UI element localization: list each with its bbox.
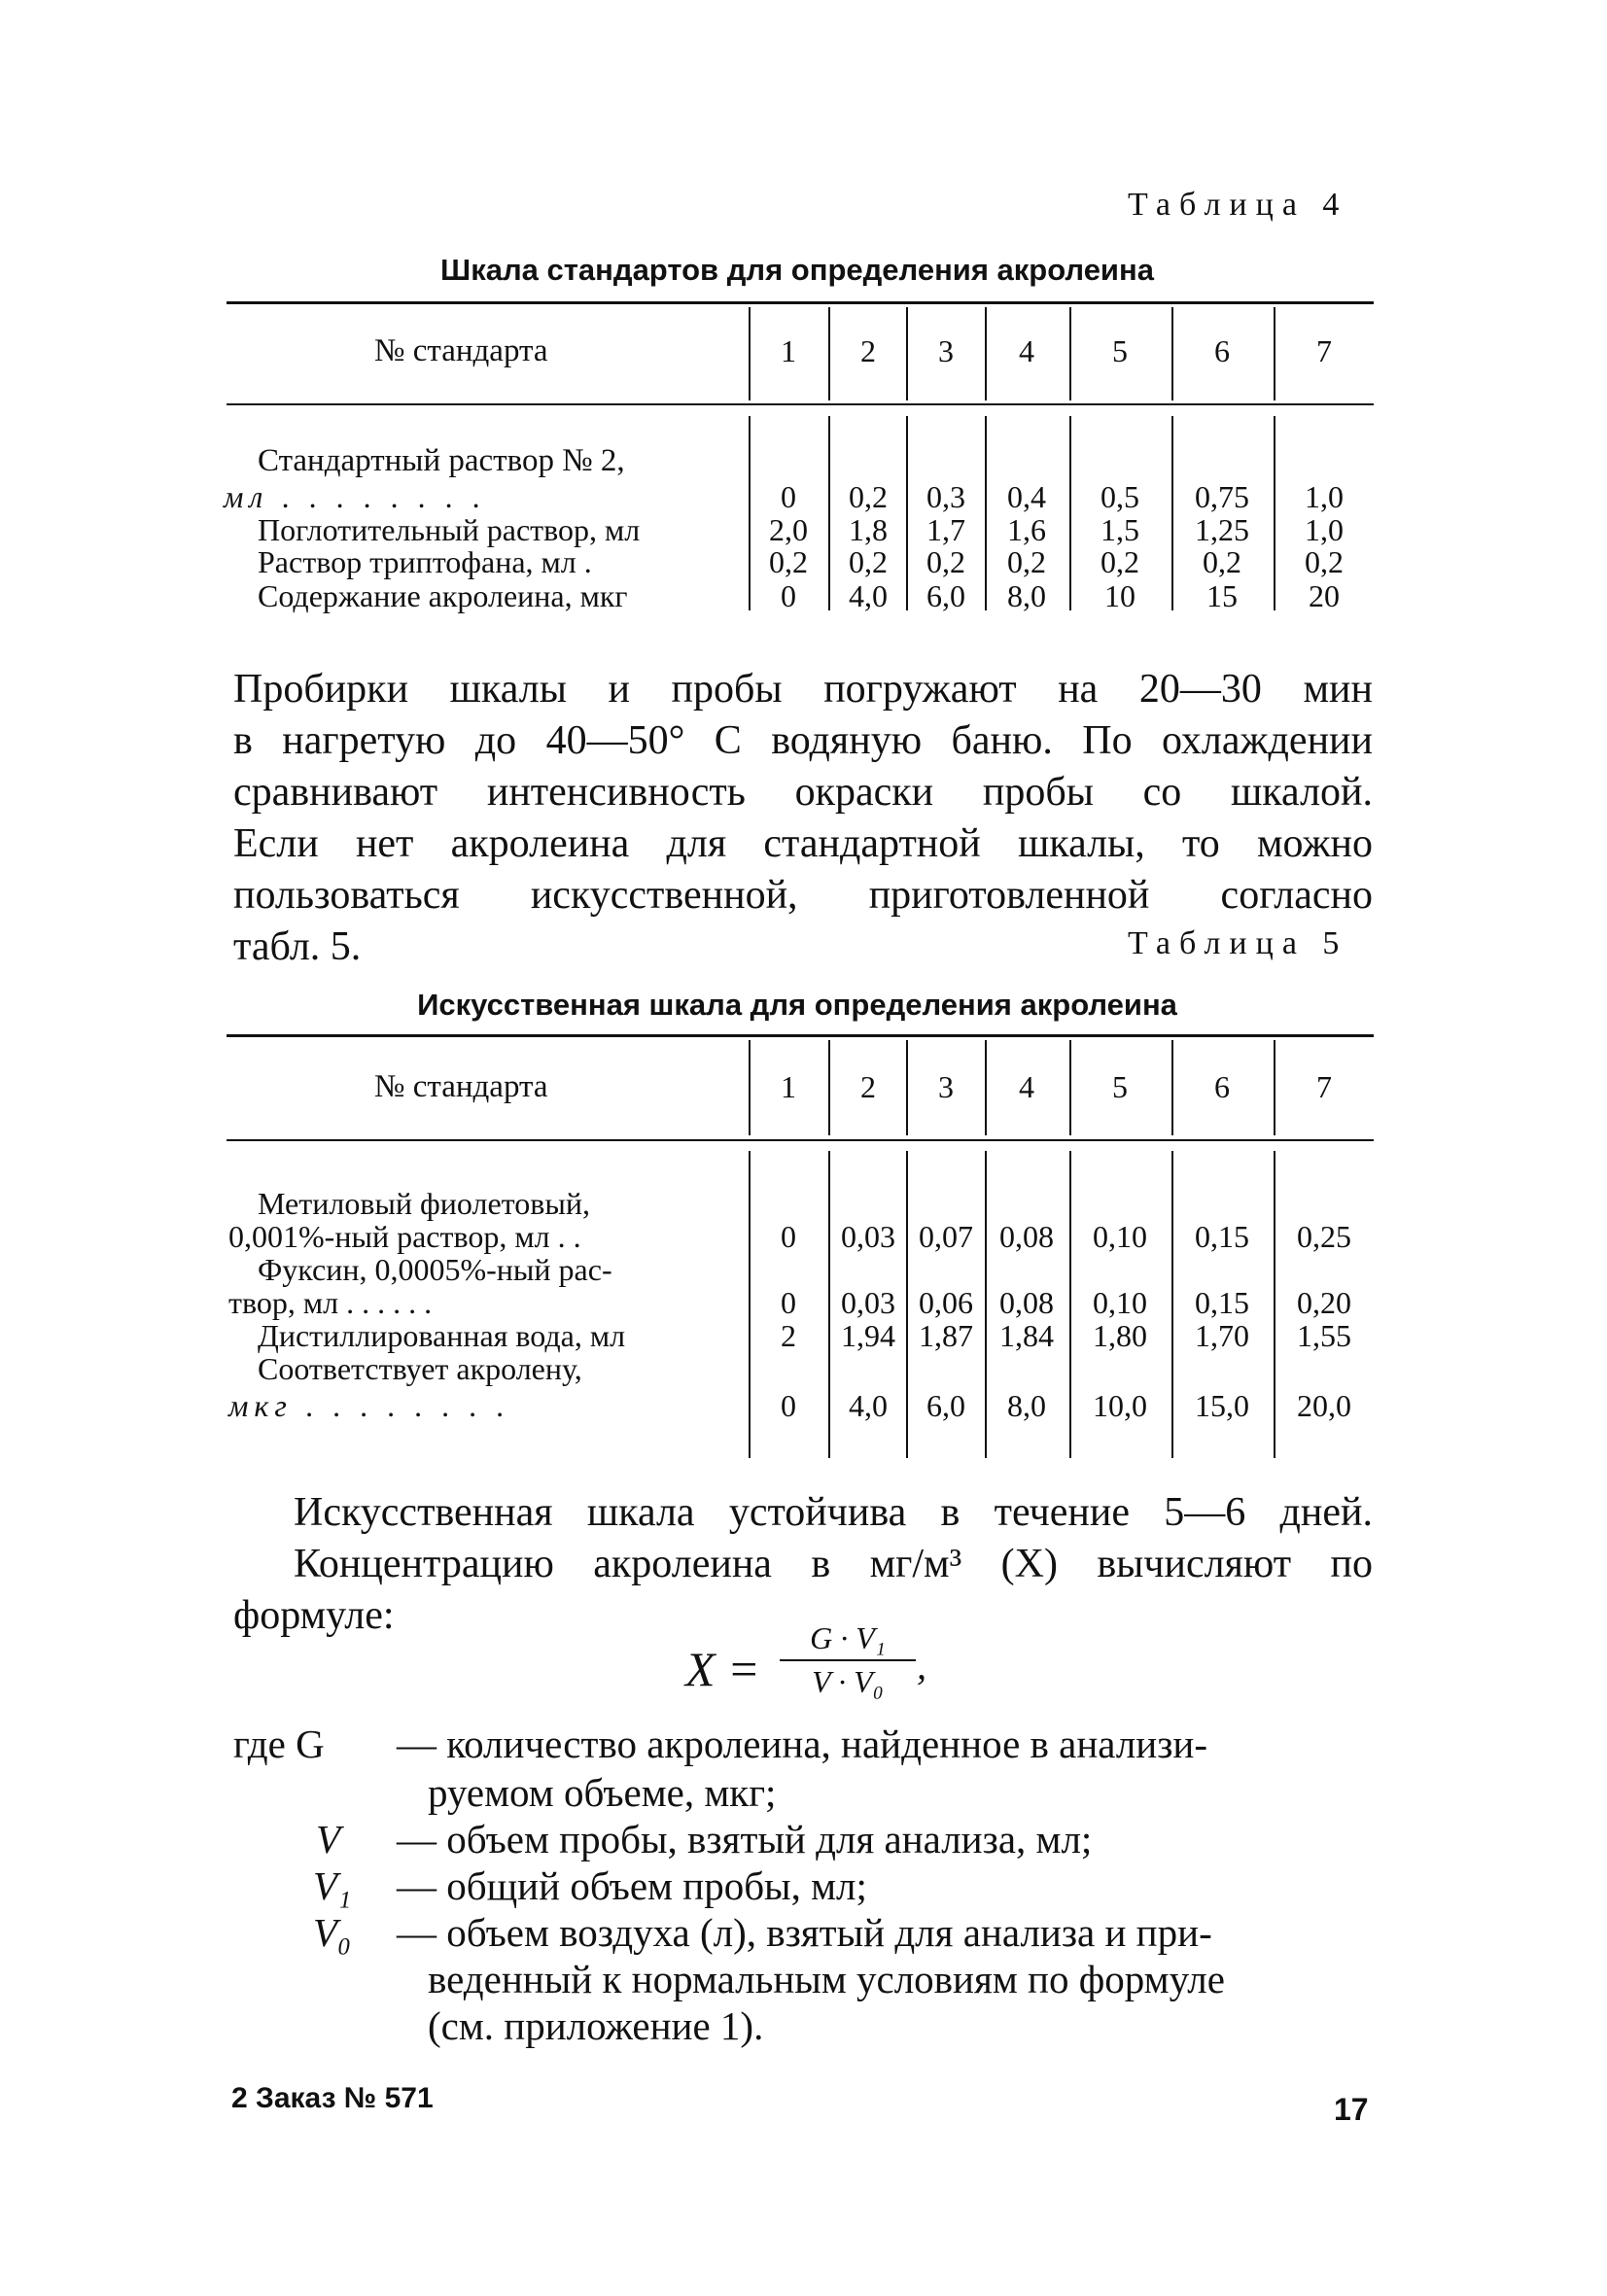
table5-cell: 10,0	[1093, 1388, 1147, 1423]
table4-cell: 0,2	[849, 479, 888, 514]
table5-col-header: 1	[781, 1069, 796, 1104]
table4-row-label: Поглотительный раствор, мл	[258, 512, 641, 547]
table5-cell: 1,70	[1195, 1318, 1249, 1353]
table4-header-label: № стандарта	[374, 333, 548, 368]
table5-col-header: 4	[1019, 1069, 1034, 1104]
table5-col-header: 6	[1214, 1069, 1230, 1104]
table4-cell: 1,0	[1305, 512, 1344, 547]
body-paragraph	[233, 1487, 1373, 1642]
table5-top-rule	[227, 1034, 1374, 1037]
table5-col-divider	[985, 1040, 987, 1135]
table5-col-header: 3	[938, 1069, 954, 1104]
table4-cell: 0,2	[1007, 544, 1046, 579]
table4-col-divider	[1069, 307, 1071, 400]
table4-col-header: 3	[938, 333, 954, 368]
table5-cell: 1,84	[999, 1318, 1054, 1353]
table4-cell: 6,0	[926, 578, 965, 613]
table4-cell: 0,5	[1100, 479, 1139, 514]
table4-caption: Таблица 4	[1128, 187, 1348, 223]
table5-row-label: мкг . . . . . . . .	[228, 1388, 510, 1423]
legend-text: — количество акролеина, найденное в анализи-	[397, 1722, 1208, 1766]
text-line: табл. 5.	[233, 924, 362, 969]
table5-cell: 0	[781, 1285, 796, 1320]
table4-col-header: 7	[1316, 333, 1332, 368]
table5-col-divider	[1171, 1151, 1173, 1458]
text-line: Если нет акролеина для стандартной шкалы, то можно	[233, 821, 1373, 866]
table4-top-rule	[227, 301, 1374, 304]
table5-cell: 0,08	[999, 1219, 1054, 1254]
table4-cell: 1,25	[1195, 512, 1249, 547]
table4-cell: 0,2	[926, 544, 965, 579]
table5-cell: 1,55	[1297, 1318, 1351, 1353]
table4-col-header: 1	[781, 333, 796, 368]
table4-col-header: 2	[860, 333, 876, 368]
table4-cell: 1,5	[1100, 512, 1139, 547]
table4-cell: 0,2	[1305, 544, 1344, 579]
formula-fraction	[780, 1620, 916, 1700]
legend-symbol: V₁	[313, 1863, 352, 1908]
text-line: Концентрацию акролеина в мг/м³ (X) вычисляют по	[294, 1542, 1373, 1586]
table4-cell: 1,7	[926, 512, 965, 547]
legend-text: (см. приложение 1).	[428, 2003, 764, 2048]
table4-col-divider	[1171, 416, 1173, 610]
table5-cell: 1,87	[919, 1318, 973, 1353]
table5-col-divider	[1069, 1151, 1071, 1458]
table4-row-label: Раствор триптофана, мл .	[258, 544, 592, 579]
table5-cell: 0,03	[841, 1285, 895, 1320]
table4-cell: 0,2	[849, 544, 888, 579]
table5-cell: 0,20	[1297, 1285, 1351, 1320]
table4-col-divider	[1069, 416, 1071, 610]
legend-text: — объем воздуха (л), взятый для анализа и при-	[397, 1910, 1212, 1955]
table5-cell: 15,0	[1195, 1388, 1249, 1423]
formula-denominator: V · V₀	[812, 1664, 884, 1699]
table5-row-label: твор, мл . . . . . .	[228, 1285, 433, 1320]
text-line: сравнивают интенсивность окраски пробы со шкалой.	[233, 770, 1373, 815]
table4-cell: 0	[781, 479, 796, 514]
table4-cell: 0,75	[1195, 479, 1249, 514]
legend-text: — общий объем пробы, мл;	[397, 1863, 867, 1908]
table5-col-divider	[1274, 1040, 1275, 1135]
table5-header-label: № стандарта	[374, 1069, 548, 1104]
table5-row-label: Дистиллированная вода, мл	[258, 1318, 626, 1353]
table5-col-divider	[1171, 1040, 1173, 1135]
table4-cell: 0,3	[926, 479, 965, 514]
table5-cell: 0,08	[999, 1285, 1054, 1320]
table4-col-header: 6	[1214, 333, 1230, 368]
table5-col-divider	[985, 1151, 987, 1458]
text-line: пользоваться искусственной, приготовленной согласно	[233, 873, 1373, 918]
table4-row-label: Содержание акролеина, мкг	[258, 578, 628, 613]
table5-cell: 0,06	[919, 1285, 973, 1320]
table4-cell: 8,0	[1007, 578, 1046, 613]
table4-cell: 10	[1104, 578, 1135, 613]
legend-symbol: где G	[233, 1722, 325, 1766]
table5-cell: 0	[781, 1388, 796, 1423]
table4-cell: 1,6	[1007, 512, 1046, 547]
table5-header-rule	[227, 1139, 1374, 1141]
table4-col-divider	[985, 307, 987, 400]
table5-col-divider	[1274, 1151, 1275, 1458]
table5-cell: 4,0	[849, 1388, 888, 1423]
table5-caption: Таблица 5	[1128, 925, 1348, 961]
table4-cell: 1,0	[1305, 479, 1344, 514]
table4-col-header: 5	[1112, 333, 1128, 368]
table5-col-header: 2	[860, 1069, 876, 1104]
table4-row-label: мл . . . . . . . .	[224, 479, 487, 514]
table4-cell: 15	[1206, 578, 1238, 613]
table5-cell: 20,0	[1297, 1388, 1351, 1423]
table5-cell: 8,0	[1007, 1388, 1046, 1423]
text-line: Пробирки шкалы и пробы погружают на 20—30 мин	[233, 667, 1373, 712]
text-line: Искусственная шкала устойчива в течение 5—6 дней.	[294, 1490, 1373, 1535]
table4-cell: 1,8	[849, 512, 888, 547]
formula-tail: ,	[917, 1644, 926, 1687]
table5-cell: 0,15	[1195, 1219, 1249, 1254]
table5-title: Искусственная шкала для определения акролеина	[417, 988, 1177, 1022]
table5-cell: 0,10	[1093, 1285, 1147, 1320]
table4-title: Шкала стандартов для определения акролеина	[440, 253, 1154, 287]
table5-cell: 0,25	[1297, 1219, 1351, 1254]
table5-col-header: 7	[1316, 1069, 1332, 1104]
table4-row-label: Стандартный раствор № 2,	[258, 443, 625, 478]
table5-row-label: Соответствует акролену,	[258, 1351, 582, 1386]
table4-col-divider	[1171, 307, 1173, 400]
table5-cell: 0,07	[919, 1219, 973, 1254]
table4-cell: 0,2	[769, 544, 808, 579]
table5-cell: 1,80	[1093, 1318, 1147, 1353]
table4-cell: 20	[1309, 578, 1340, 613]
table4-cell: 4,0	[849, 578, 888, 613]
table4-cell: 0,4	[1007, 479, 1046, 514]
table4-header-rule	[227, 403, 1374, 405]
table5-cell: 0,15	[1195, 1285, 1249, 1320]
table4-cell: 0	[781, 578, 796, 613]
legend-text: — объем пробы, взятый для анализа, мл;	[397, 1817, 1093, 1861]
table5-row-label: 0,001%-ный раствор, мл . .	[228, 1219, 581, 1254]
table5-cell: 0,10	[1093, 1219, 1147, 1254]
table4-cell: 0,2	[1100, 544, 1139, 579]
table5-row-label: Метиловый фиолетовый,	[258, 1186, 590, 1221]
table5-cell: 0	[781, 1219, 796, 1254]
legend-text: руемом объеме, мкг;	[428, 1770, 777, 1815]
text-line: формуле:	[233, 1593, 395, 1638]
formula-lhs: X =	[685, 1642, 760, 1696]
table5-row-label: Фуксин, 0,0005%-ный рас-	[258, 1252, 612, 1287]
table5-col-header: 5	[1112, 1069, 1128, 1104]
legend-text: веденный к нормальным условиям по формуле	[428, 1957, 1225, 2001]
table4-col-header: 4	[1019, 333, 1034, 368]
table5-cell: 6,0	[926, 1388, 965, 1423]
table4-col-divider	[985, 416, 987, 610]
table4-col-divider	[1274, 307, 1275, 400]
legend-symbol: V	[316, 1817, 341, 1861]
fraction-bar	[780, 1659, 916, 1661]
table4-cell: 0,2	[1203, 544, 1241, 579]
table5-col-divider	[1069, 1040, 1071, 1135]
formula-numerator: G · V₁	[810, 1620, 886, 1655]
table4-col-divider	[1274, 416, 1275, 610]
table5-cell: 1,94	[841, 1318, 895, 1353]
text-line: в нагретую до 40—50° С водяную баню. По охлаждении	[233, 718, 1373, 763]
table4-cell: 2,0	[769, 512, 808, 547]
table5-cell: 2	[781, 1318, 796, 1353]
footer-signature: 2 Заказ № 571	[231, 2082, 434, 2114]
page-number: 17	[1334, 2092, 1369, 2127]
table5-cell: 0,03	[841, 1219, 895, 1254]
legend-symbol: V₀	[313, 1910, 352, 1955]
